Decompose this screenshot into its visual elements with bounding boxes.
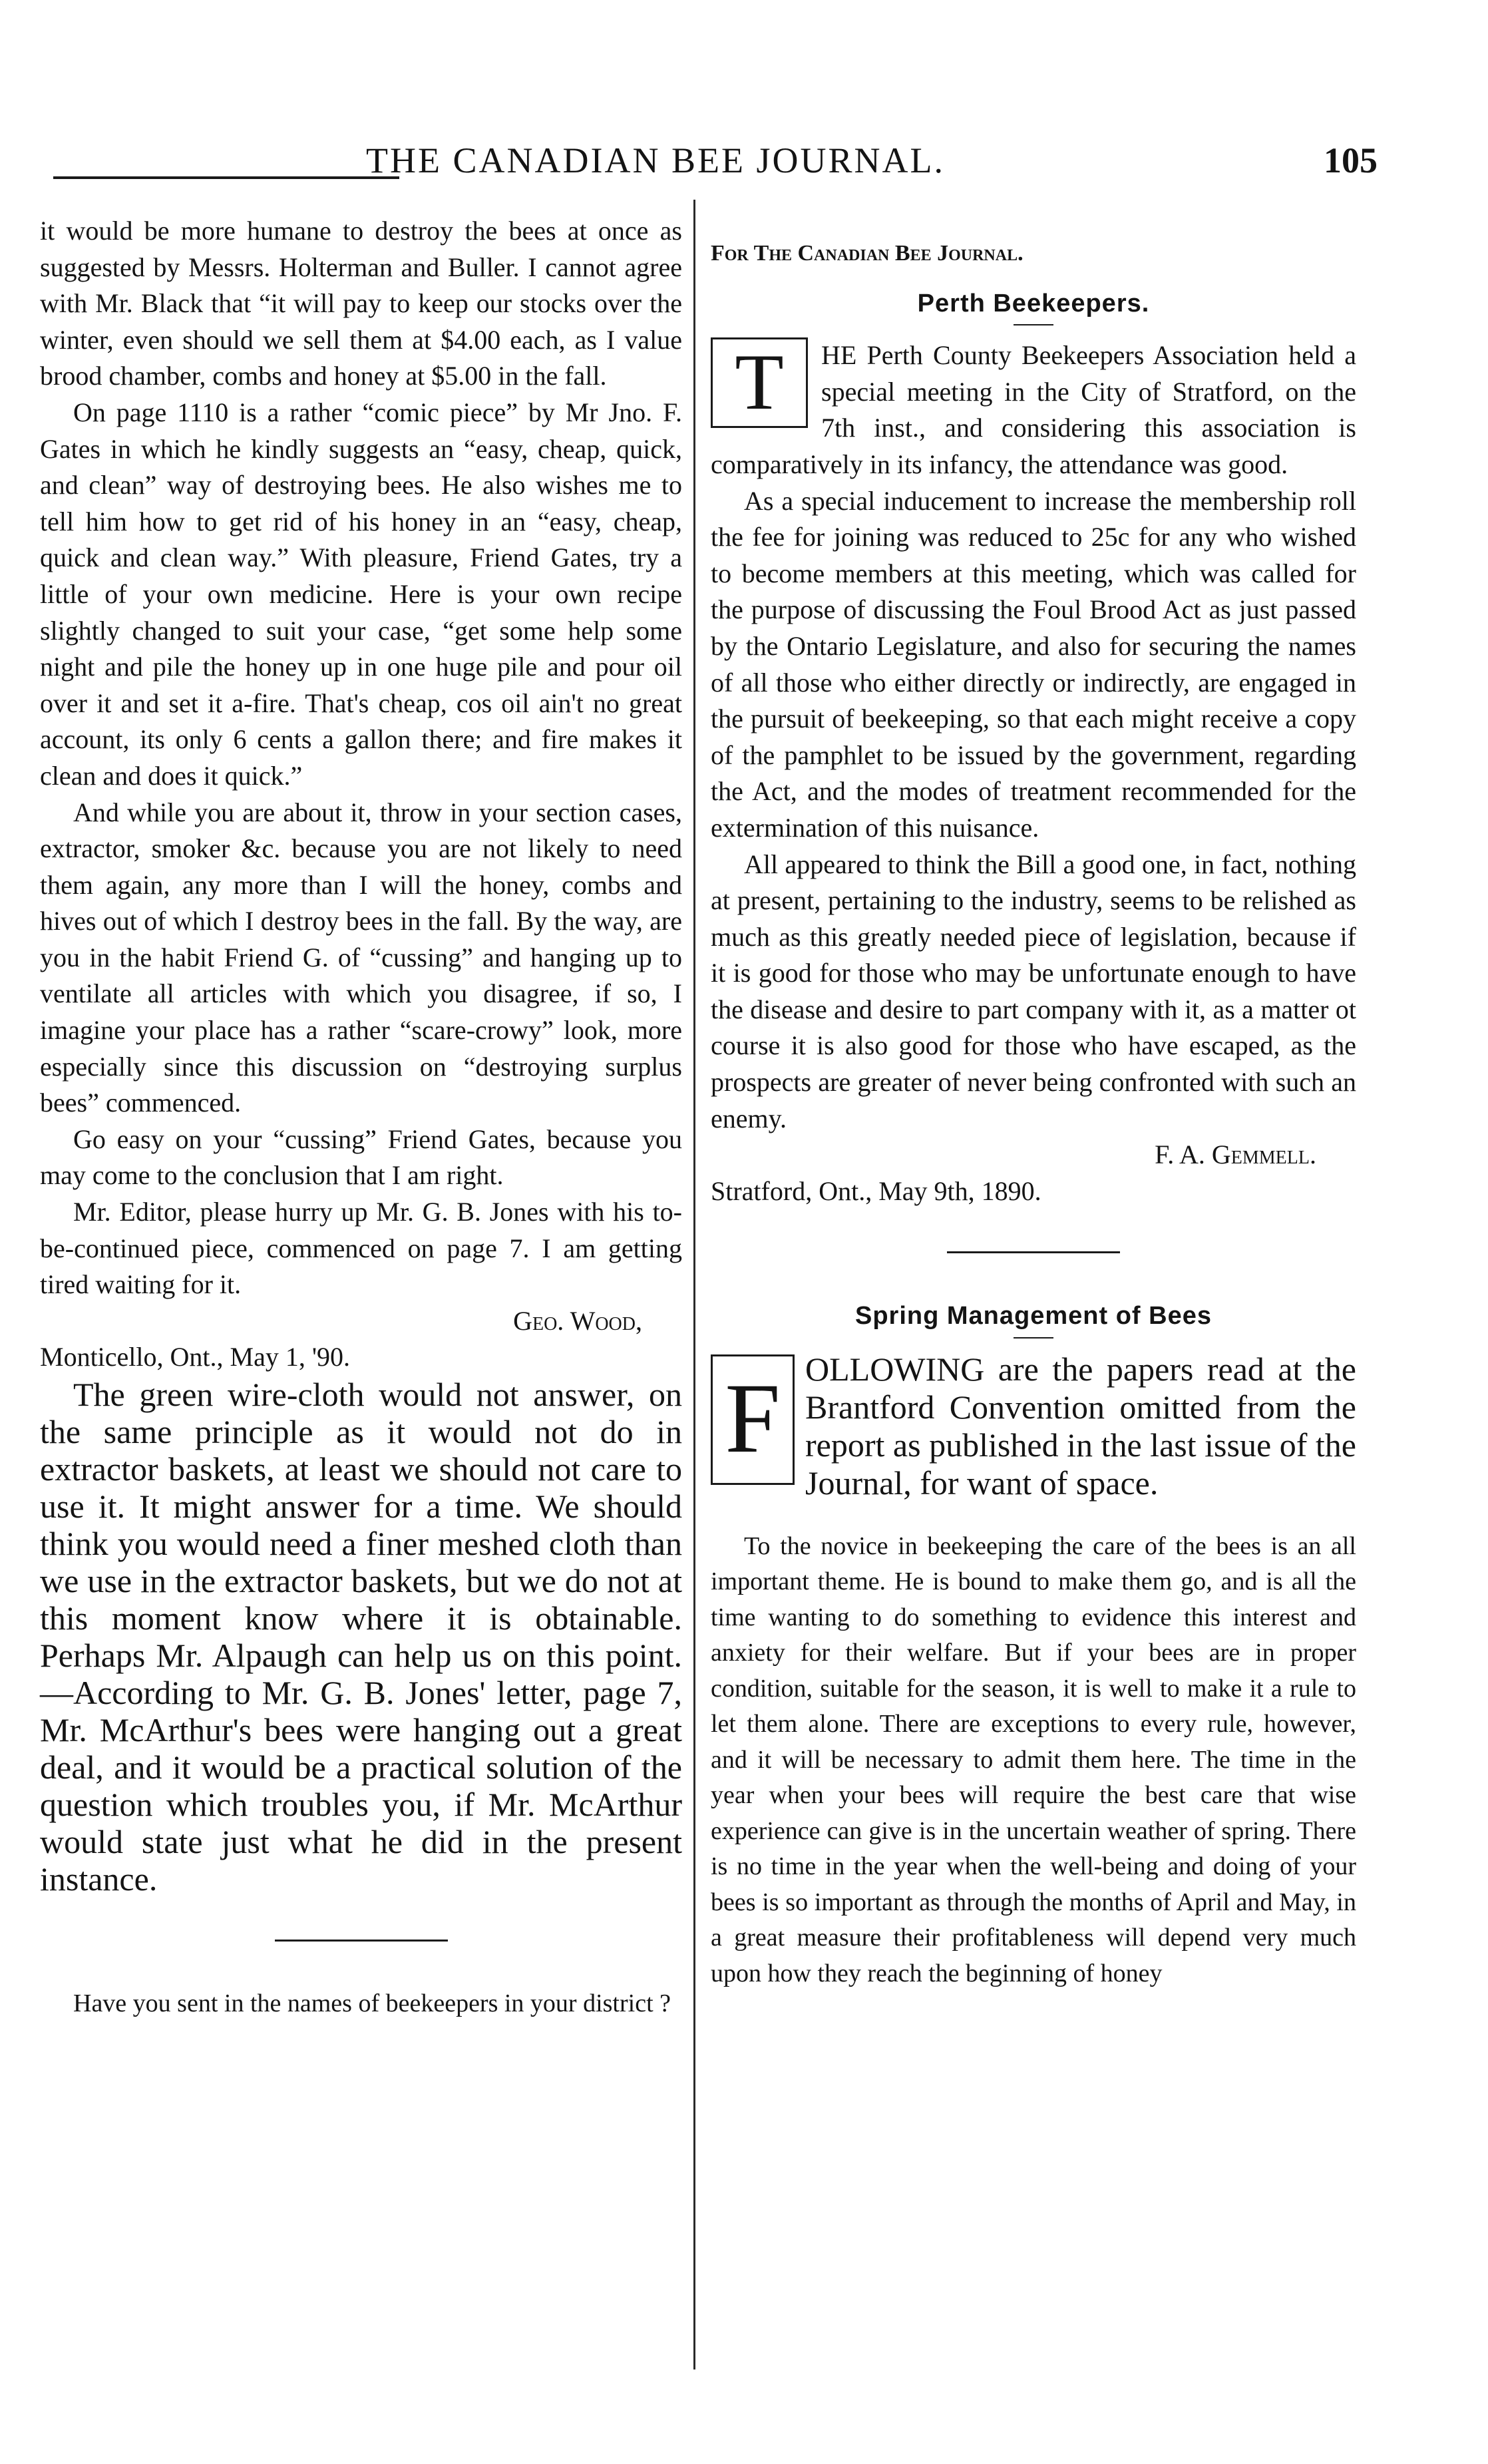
drop-cap: F (711, 1354, 795, 1485)
drop-cap: T (711, 337, 808, 428)
letter-paragraph: Mr. Editor, please hurry up Mr. G. B. Jones with his to-be-continued piece, commenced on page 7. I am getting tired waiting for it. (40, 1197, 682, 1300)
signature: F. A. Gemmell. (1155, 1139, 1316, 1170)
journal-title: THE CANADIAN BEE JOURNAL. (366, 140, 945, 180)
article-paragraph: As a special inducement to increase the membership roll the fee for joining was reduced to 25c for any who wished to become members at this meeting, which was called for the purpose of discussing the Foul Brood Act as just passed by the Ontario Legislature, and also for securing the names of all those who either directly or indirectly, are engaged in the pursuit of beekeeping, so that each might receive a copy of the pamphlet to be issued by the government, regarding the Act, and the modes of treatment recommended for the extermination of this nuisance. (711, 485, 1356, 843)
footer-question: Have you sent in the names of beekeepers in your district ? (73, 1989, 671, 2017)
letter-paragraph: Go easy on your “cussing” Friend Gates, because you may come to the conclusion that I am right. (40, 1124, 682, 1191)
article-paragraph: HE Perth County Beekeepers Association held a special meeting in the City of Stratford, on the 7th inst., and considering this association is comparatively in its infancy, the attendance was good. (711, 340, 1356, 479)
editor-reply: The green wire-cloth would not answer, on the same principle as it would not do in extractor baskets, at least we should not care to use it. It might answer for a time. We should think you would need a finer meshed cloth than we use in the extractor baskets, but we do not at this moment know where it is obtainable. Perhaps Mr. Alpaugh can help us on this point.—According to Mr. G. B. Jones' letter, page 7, Mr. McArthur's bees were hanging out a great deal, and it would be a practical solution of the question which troubles you, if Mr. McArthur would state just what he did in the present instance. (40, 1376, 682, 1898)
title-rule (1014, 1337, 1053, 1338)
dateline: Monticello, Ont., May 1, '90. (40, 1342, 351, 1372)
intro-paragraph: OLLOWING are the papers read at the Brantford Convention omitted from the report as published in the last issue of the Journal, for want of space. (805, 1350, 1356, 1502)
dateline: Stratford, Ont., May 9th, 1890. (711, 1175, 1041, 1206)
title-rule (1014, 324, 1053, 325)
right-column (711, 213, 1356, 1991)
ornament-divider (711, 1235, 1356, 1271)
letter-paragraph: it would be more humane to destroy the bees at once as suggested by Messrs. Holterman and Buller. I cannot agree with Mr. Black that “it will pay to keep our stocks over the winter, even should we sell them at $4.00 each, as I value brood chamber, combs and honey at $5.00 in the fall. (40, 216, 682, 391)
column-divider (693, 200, 695, 2369)
letter-paragraph: On page 1110 is a rather “comic piece” by Mr Jno. F. Gates in which he kindly suggests an “easy, cheap, quick, and clean” way of destroying bees. He also wishes me to tell him how to get rid of his honey in an “easy, cheap, quick and clean way.” With pleasure, Friend Gates, try a little of your own medicine. Here is your own recipe slightly changed to suit your case, “get some help some night and pile the honey up in one huge pile and pour oil over it and set it a-fire. That's cheap, cos oil ain't no great account, its only 6 cents a gallon there; and fire makes it clean and does it quick.” (40, 397, 682, 791)
article-paragraph: All appeared to think the Bill a good one, in fact, nothing at present, pertaining to the industry, seems to be relished as much as this greatly needed piece of legislation, because if it is good for those who may be unfortunate enough to have the disease and desire to part company with it, as a matter ot course it is also good for those who have escaped, as the prospects are greater of never being confronted with such an enemy. (711, 849, 1356, 1133)
header-rule (53, 176, 399, 179)
ornament-divider (40, 1923, 682, 1959)
left-column (40, 213, 682, 2021)
article-title: Perth Beekeepers. (917, 289, 1150, 317)
article-paragraph: To the novice in beekeeping the care of the bees is an all important theme. He is bound to make them go, and is all the time wanting to do something to evidence this interest and anxiety for their welfare. But if your bees are in proper condition, suitable for the season, it is well to make it a rule to let them alone. There are exceptions to every rule, however, and it will be necessary to admit them here. The time in the year when your bees will require the best care that wise experience can give is in the uncertain weather of spring. There is no time in the year when the well-being and doing of your bees is so important as through the months of April and May, in a great measure their profitableness will depend very much upon how they reach the beginning of honey (711, 1532, 1356, 1987)
article-source: For The Canadian Bee Journal. (711, 241, 1023, 266)
letter-paragraph: And while you are about it, throw in your section cases, extractor, smoker &c. because you are not likely to need them again, any more than I will the honey, combs and hives out of which I destroy bees in the fall. By the way, are you in the habit Friend G. of “cussing” and hanging up to ventilate all articles with which you disagree, if so, I imagine your place has a rather “scare-crowy” look, more especially since this discussion on “destroying surplus bees” commenced. (40, 797, 682, 1118)
signature: Geo. Wood, (513, 1305, 642, 1336)
page-number: 105 (1324, 140, 1378, 180)
page-header (47, 140, 1378, 200)
article-title: Spring Management of Bees (855, 1302, 1212, 1331)
